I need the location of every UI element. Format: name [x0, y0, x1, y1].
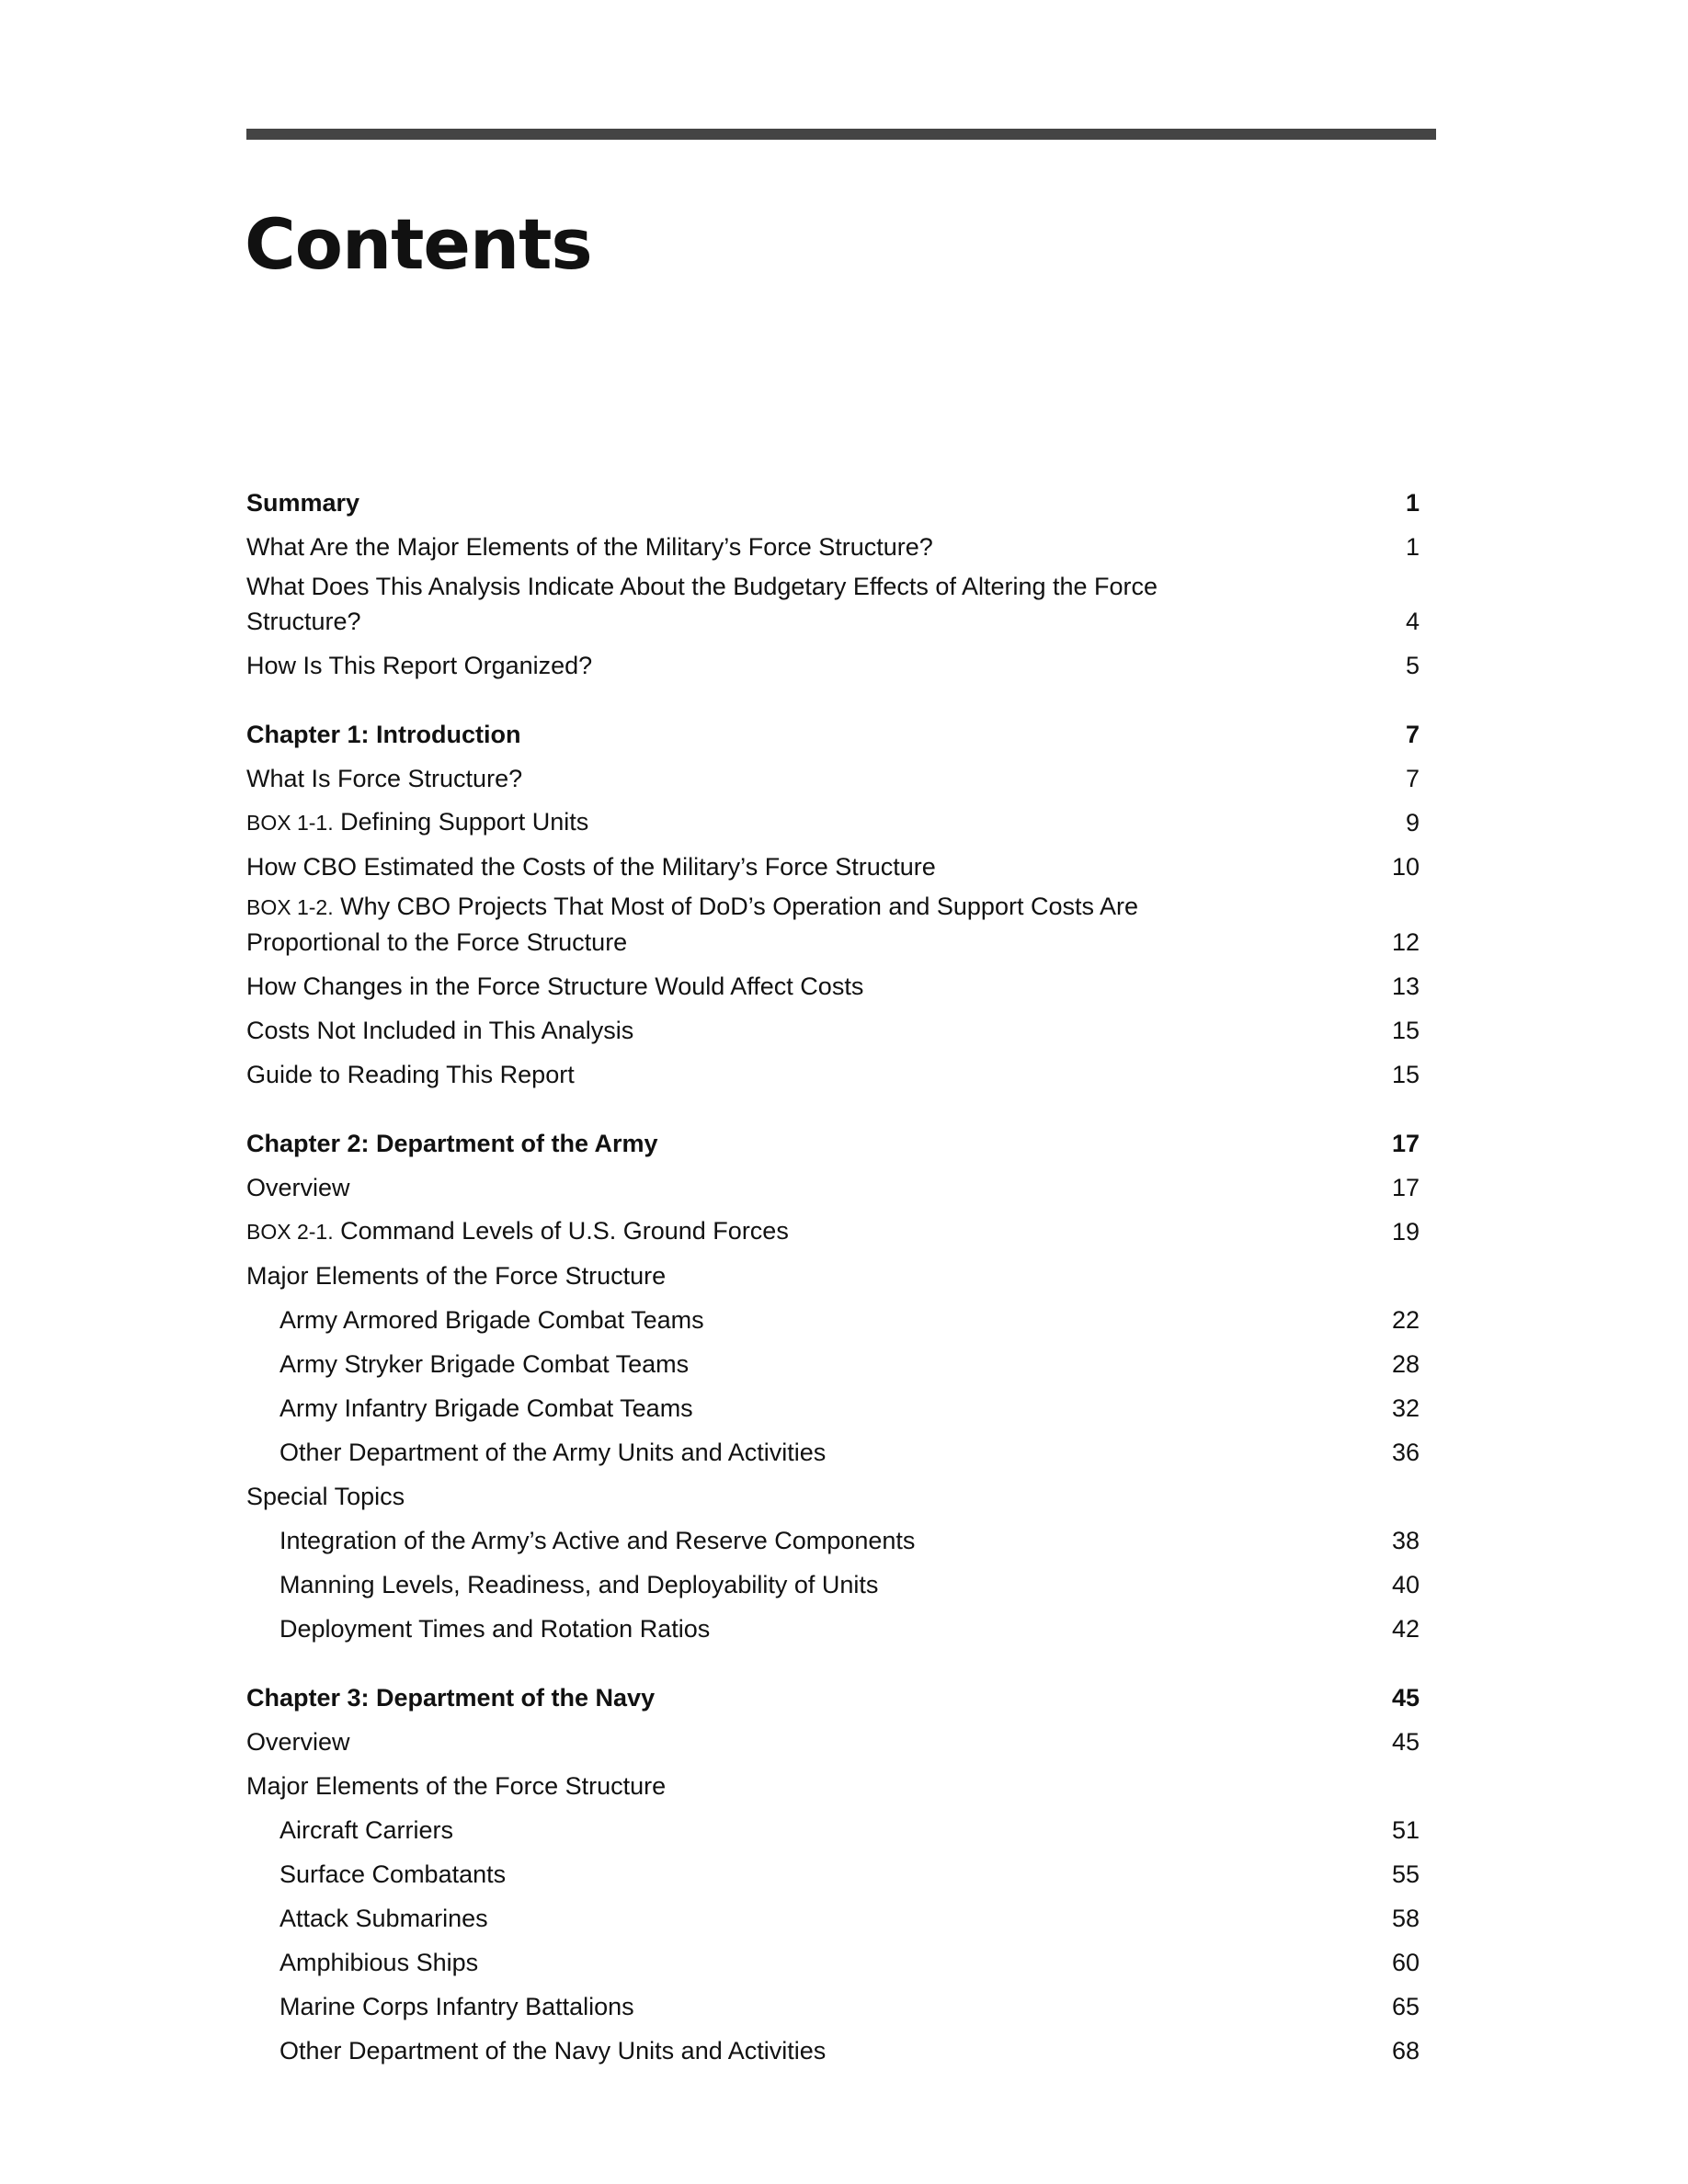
toc-entry[interactable] — [246, 964, 1420, 1008]
toc-entry[interactable] — [246, 1008, 1420, 1052]
toc-page-number: 65 — [1391, 1993, 1420, 2020]
toc-entry-title: What Are the Major Elements of the Military’s Force Structure? — [246, 533, 933, 561]
toc-entry-title: Manning Levels, Readiness, and Deployability of Units — [279, 1571, 879, 1598]
toc-page-number: 51 — [1391, 1816, 1420, 1844]
toc-entry-text: Defining Support Units — [340, 808, 589, 836]
toc-entry[interactable] — [246, 1940, 1420, 1985]
toc-entry[interactable] — [246, 1808, 1420, 1852]
toc-entry[interactable] — [246, 1720, 1420, 1764]
toc-entry-title: Army Armored Brigade Combat Teams — [279, 1306, 704, 1334]
toc-page-number: 7 — [1405, 765, 1420, 792]
toc-page-number: 7 — [1405, 721, 1420, 748]
toc-entry-title: Other Department of the Navy Units and Activities — [279, 2037, 827, 2065]
toc-entry-title: Deployment Times and Rotation Ratios — [279, 1615, 711, 1643]
toc-entry[interactable] — [246, 1764, 1420, 1808]
toc-chapter-heading[interactable] — [246, 712, 1420, 756]
toc-entry-title: What Is Force Structure? — [246, 765, 523, 792]
toc-entry-title: Chapter 2: Department of the Army — [246, 1130, 658, 1157]
toc-page-number: 42 — [1391, 1615, 1420, 1643]
toc-entry-title: Marine Corps Infantry Battalions — [279, 1993, 634, 2020]
toc-entry[interactable] — [246, 1985, 1420, 2029]
toc-entry-title: Overview — [246, 1174, 350, 1201]
toc-page-number: 13 — [1391, 973, 1420, 1000]
toc-entry[interactable] — [246, 1474, 1420, 1519]
toc-page-number: 32 — [1391, 1394, 1420, 1422]
toc-section — [246, 712, 1420, 1097]
toc-entry-title — [246, 889, 1203, 964]
toc-entry-title: Surface Combatants — [279, 1860, 507, 1888]
toc-page-number: 9 — [1405, 809, 1420, 836]
toc-entry-title: Summary — [246, 489, 360, 517]
toc-page-number: 4 — [1405, 608, 1420, 635]
toc-page-number: 45 — [1391, 1684, 1420, 1712]
toc-page-number: 19 — [1391, 1218, 1420, 1246]
toc-page-number: 1 — [1405, 533, 1420, 561]
box-label: BOX 1-1. — [246, 811, 334, 835]
toc-chapter-heading[interactable] — [246, 1676, 1420, 1720]
toc-entry[interactable] — [246, 1342, 1420, 1386]
toc-page-number: 40 — [1391, 1571, 1420, 1598]
toc-entry-title: Amphibious Ships — [279, 1949, 479, 1976]
toc-entry-title: Integration of the Army’s Active and Reserve Components — [279, 1527, 916, 1554]
toc-entry[interactable] — [246, 845, 1420, 889]
toc-entry-title: Aircraft Carriers — [279, 1816, 454, 1844]
toc-entry-title: Army Infantry Brigade Combat Teams — [279, 1394, 693, 1422]
toc-entry-title: Attack Submarines — [279, 1905, 488, 1932]
top-rule — [246, 129, 1436, 140]
toc-entry[interactable] — [246, 1210, 1420, 1254]
toc-entry[interactable] — [246, 643, 1420, 688]
toc-page-number: 12 — [1391, 928, 1420, 956]
toc-entry-text: Command Levels of U.S. Ground Forces — [340, 1217, 789, 1245]
toc-section — [246, 481, 1420, 688]
toc-entry[interactable] — [246, 525, 1420, 569]
toc-entry-title: Chapter 1: Introduction — [246, 721, 521, 748]
toc-entry[interactable] — [246, 1430, 1420, 1474]
toc-entry-title: Other Department of the Army Units and Activities — [279, 1439, 827, 1466]
toc-entry[interactable] — [246, 1386, 1420, 1430]
toc-entry-title: Army Stryker Brigade Combat Teams — [279, 1350, 690, 1378]
toc-page-number: 55 — [1391, 1860, 1420, 1888]
toc-entry[interactable] — [246, 801, 1420, 845]
toc-entry-text: Why CBO Projects That Most of DoD’s Operation and Support Costs Are Proportional to the Force Structure — [246, 893, 1139, 956]
toc-entry[interactable] — [246, 889, 1420, 964]
table-of-contents — [246, 481, 1420, 2073]
toc-entry[interactable] — [246, 1896, 1420, 1940]
toc-entry[interactable] — [246, 1298, 1420, 1342]
toc-entry-title: Overview — [246, 1728, 350, 1756]
toc-entry-title: What Does This Analysis Indicate About the Budgetary Effects of Altering the Force Structure? — [246, 573, 1158, 635]
toc-page-number: 5 — [1405, 652, 1420, 679]
toc-page-number: 36 — [1391, 1439, 1420, 1466]
box-label: BOX 1-2. — [246, 895, 334, 919]
toc-page-number: 17 — [1391, 1130, 1420, 1157]
toc-entry-title: How CBO Estimated the Costs of the Military’s Force Structure — [246, 853, 936, 881]
toc-entry-title: Major Elements of the Force Structure — [246, 1262, 667, 1290]
toc-page-number: 58 — [1391, 1905, 1420, 1932]
toc-entry[interactable] — [246, 2029, 1420, 2073]
toc-section — [246, 1121, 1420, 1651]
toc-chapter-heading[interactable] — [246, 481, 1420, 525]
box-label: BOX 2-1. — [246, 1220, 334, 1244]
toc-entry-title: Special Topics — [246, 1483, 405, 1510]
toc-entry[interactable] — [246, 756, 1420, 801]
toc-page-number: 15 — [1391, 1061, 1420, 1088]
toc-entry-title: How Is This Report Organized? — [246, 652, 593, 679]
toc-entry[interactable] — [246, 1563, 1420, 1607]
toc-entry[interactable] — [246, 1166, 1420, 1210]
toc-entry[interactable] — [246, 569, 1420, 643]
toc-entry-title: How Changes in the Force Structure Would Affect Costs — [246, 973, 864, 1000]
toc-page-number: 45 — [1391, 1728, 1420, 1756]
toc-page-number: 28 — [1391, 1350, 1420, 1378]
toc-entry-title: Costs Not Included in This Analysis — [246, 1017, 634, 1044]
toc-entry[interactable] — [246, 1852, 1420, 1896]
toc-entry[interactable] — [246, 1254, 1420, 1298]
toc-entry[interactable] — [246, 1519, 1420, 1563]
toc-entry-title: Major Elements of the Force Structure — [246, 1772, 667, 1800]
toc-page-number: 22 — [1391, 1306, 1420, 1334]
toc-section — [246, 1676, 1420, 2073]
toc-page-number: 1 — [1405, 489, 1420, 517]
toc-page-number: 10 — [1391, 853, 1420, 881]
toc-entry-title — [246, 804, 1203, 845]
toc-entry-title: Guide to Reading This Report — [246, 1061, 575, 1088]
page-title: Contents — [245, 203, 592, 285]
toc-page-number: 15 — [1391, 1017, 1420, 1044]
toc-page-number: 60 — [1391, 1949, 1420, 1976]
toc-entry-title: Chapter 3: Department of the Navy — [246, 1684, 656, 1712]
toc-entry[interactable] — [246, 1607, 1420, 1651]
toc-entry-title — [246, 1213, 1203, 1254]
toc-entry[interactable] — [246, 1052, 1420, 1097]
toc-page-number: 17 — [1391, 1174, 1420, 1201]
toc-page-number: 68 — [1391, 2037, 1420, 2065]
toc-chapter-heading[interactable] — [246, 1121, 1420, 1166]
toc-page-number: 38 — [1391, 1527, 1420, 1554]
